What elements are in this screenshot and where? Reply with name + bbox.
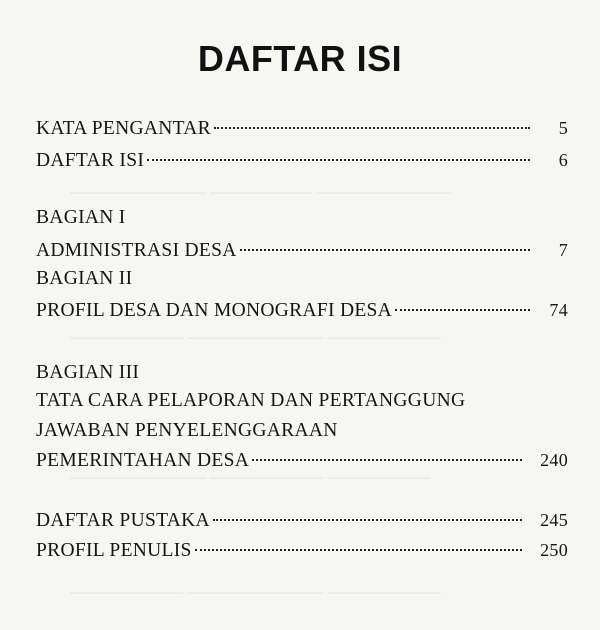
bleed-through-decoration: ────────── ──────────── ──────────: [70, 585, 441, 602]
dot-leader: [213, 519, 522, 521]
dot-leader: [147, 159, 530, 161]
toc-page-number: 245: [540, 510, 568, 530]
toc-entry-kata-pengantar[interactable]: [36, 118, 568, 140]
section-heading-bagian-2: BAGIAN II: [36, 268, 133, 289]
toc-entry-daftar-isi[interactable]: [36, 150, 568, 172]
bleed-through-decoration: ──────────── ────────── ─────────: [70, 470, 430, 487]
section-heading-bagian-1: BAGIAN I: [36, 207, 126, 228]
dot-leader: [214, 127, 530, 129]
dot-leader: [395, 309, 530, 311]
toc-entry-label: ADMINISTRASI DESA: [36, 240, 237, 261]
toc-entry-daftar-pustaka[interactable]: [36, 510, 568, 532]
toc-entry-profil-penulis[interactable]: [36, 540, 568, 562]
dot-leader: [240, 249, 530, 251]
page-title: DAFTAR ISI: [197, 38, 403, 79]
section-heading-bagian-3: BAGIAN III: [36, 362, 140, 383]
toc-entry-label: DAFTAR ISI: [36, 150, 145, 171]
toc-entry-label-line-2: JAWABAN PENYELENGGARAAN: [36, 420, 338, 441]
toc-page-number: 250: [540, 540, 568, 560]
toc-entry-pemerintahan-desa[interactable]: [36, 450, 568, 472]
toc-entry-label: PROFIL DESA DAN MONOGRAFI DESA: [36, 300, 393, 321]
toc-page-number: 5: [558, 118, 568, 138]
bleed-through-decoration: ────────── ──────────── ──────────: [70, 330, 441, 347]
toc-entry-label-line-1: TATA CARA PELAPORAN DAN PERTANGGUNG: [36, 390, 466, 411]
toc-page-number: 6: [558, 150, 568, 170]
dot-leader: [252, 459, 522, 461]
toc-page-number: 7: [558, 240, 568, 260]
toc-entry-administrasi-desa[interactable]: [36, 240, 568, 262]
toc-page-number: 240: [540, 450, 568, 470]
dot-leader: [195, 549, 522, 551]
toc-page-number: 74: [549, 300, 568, 320]
toc-entry-label: DAFTAR PUSTAKA: [36, 510, 210, 531]
toc-entry-profil-desa[interactable]: [36, 300, 568, 322]
toc-entry-label: KATA PENGANTAR: [36, 118, 211, 139]
toc-entry-label: PROFIL PENULIS: [36, 540, 192, 561]
toc-entry-label: PEMERINTAHAN DESA: [36, 450, 250, 471]
bleed-through-decoration: ──────────── ───────── ────────────: [70, 185, 453, 202]
